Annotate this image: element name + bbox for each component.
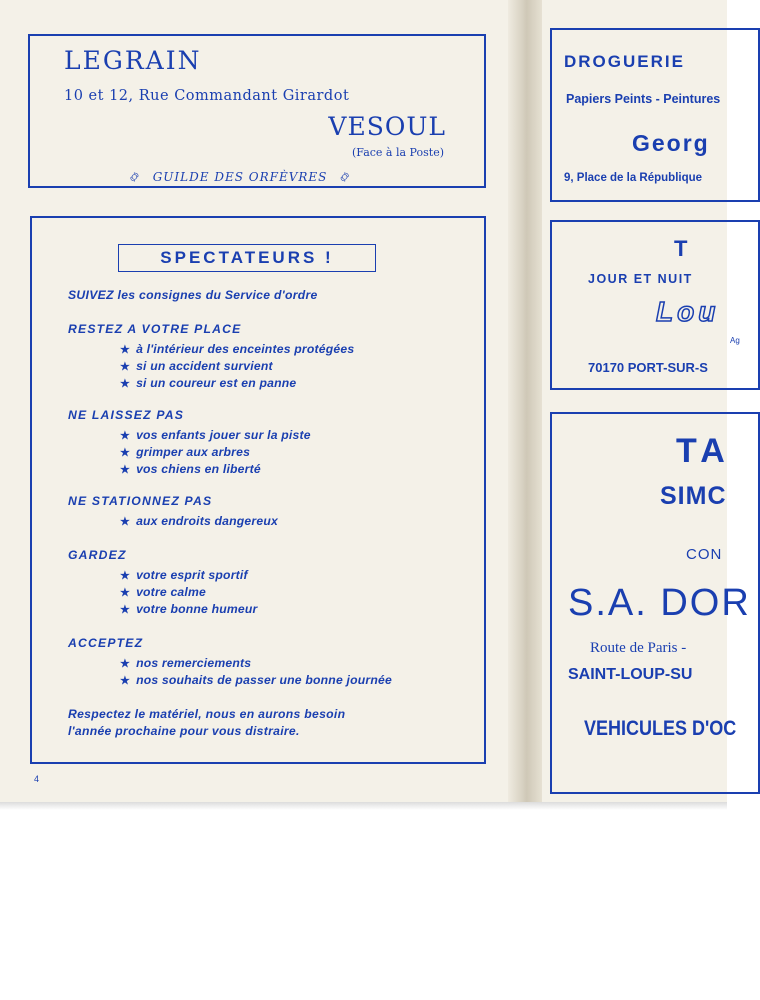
list-item: ★ grimper aux arbres (120, 445, 251, 459)
star-icon: ★ (120, 361, 131, 373)
list-item: ★ votre esprit sportif (120, 568, 248, 582)
taxi-title: T (674, 236, 688, 261)
page-shadow (0, 802, 727, 810)
star-icon: ★ (120, 464, 131, 476)
ornament-left-icon: ࿂ (130, 170, 140, 184)
heading-rester: RESTEZ A VOTRE PLACE (68, 322, 242, 336)
list-item: ★ nos remerciements (120, 656, 252, 670)
droguerie-ad (550, 28, 760, 202)
simca-ad (550, 412, 760, 794)
page-number: 4 (34, 774, 40, 784)
list-item: ★ vos chiens en liberté (120, 462, 261, 476)
list-item: ★ votre bonne humeur (120, 602, 258, 616)
legrain-guild-line (122, 164, 358, 198)
star-icon: ★ (120, 344, 131, 356)
star-icon: ★ (120, 378, 131, 390)
heading-laissez: NE LAISSEZ PAS (68, 408, 185, 422)
taxi-subtitle: JOUR ET NUIT (588, 272, 693, 286)
droguerie-name: Georg (632, 130, 710, 156)
simca-con: CON (686, 546, 723, 563)
star-icon: ★ (120, 675, 131, 687)
star-icon: ★ (120, 570, 131, 582)
heading-acceptez: ACCEPTEZ (68, 636, 144, 650)
star-icon: ★ (120, 430, 131, 442)
spectateurs-title: SPECTATEURS ! (118, 244, 376, 272)
simca-road: Route de Paris - (590, 640, 687, 656)
simca-title: TA (676, 432, 731, 470)
legrain-address: 10 et 12, Rue Commandant Girardot (64, 88, 350, 104)
taxi-agent: Ag (730, 336, 740, 345)
list-item: ★ si un accident survient (120, 359, 273, 373)
list-item: ★ vos enfants jouer sur la piste (120, 428, 311, 442)
heading-gardez: GARDEZ (68, 548, 127, 562)
list-item: ★ nos souhaits de passer une bonne journée (120, 673, 392, 687)
simca-city: SAINT-LOUP-SU (568, 666, 693, 683)
notice-line-1: SUIVEZ les consignes du Service d'ordre (68, 288, 318, 302)
taxi-ad (550, 220, 760, 390)
list-item: ★ à l'intérieur des enceintes protégées (120, 342, 355, 356)
spectateurs-notice (30, 216, 486, 764)
star-icon: ★ (120, 587, 131, 599)
legrain-ad (28, 34, 486, 188)
simca-company: S.A. DOR (568, 582, 751, 624)
list-item: ★ aux endroits dangereux (120, 514, 278, 528)
taxi-name: Lou (656, 296, 720, 327)
star-icon: ★ (120, 447, 131, 459)
star-icon: ★ (120, 516, 131, 528)
legrain-name: LEGRAIN (64, 46, 202, 75)
legrain-note: (Face à la Poste) (352, 146, 444, 159)
list-item: ★ votre calme (120, 585, 207, 599)
star-icon: ★ (120, 658, 131, 670)
droguerie-title: DROGUERIE (564, 52, 685, 71)
droguerie-address: 9, Place de la République (564, 172, 703, 184)
simca-vehicles: VEHICULES D'OC (584, 715, 737, 740)
footer-line-1: Respectez le matériel, nous en aurons besoin (68, 707, 346, 721)
simca-brand: SIMC (660, 482, 727, 510)
binding-gutter (508, 0, 542, 802)
droguerie-subtitle: Papiers Peints - Peintures (566, 92, 721, 106)
ornament-right-icon: ࿂ (340, 170, 351, 184)
star-icon: ★ (120, 604, 131, 616)
footer-line-2: l'année prochaine pour vous distraire. (68, 724, 300, 738)
list-item: ★ si un coureur est en panne (120, 376, 297, 390)
right-page (540, 0, 751, 802)
legrain-guild: GUILDE DES ORFÈVRES (152, 170, 328, 184)
taxi-city: 70170 PORT-SUR-S (588, 360, 708, 375)
heading-stationnez: NE STATIONNEZ PAS (68, 494, 213, 508)
legrain-city: VESOUL (328, 112, 446, 141)
